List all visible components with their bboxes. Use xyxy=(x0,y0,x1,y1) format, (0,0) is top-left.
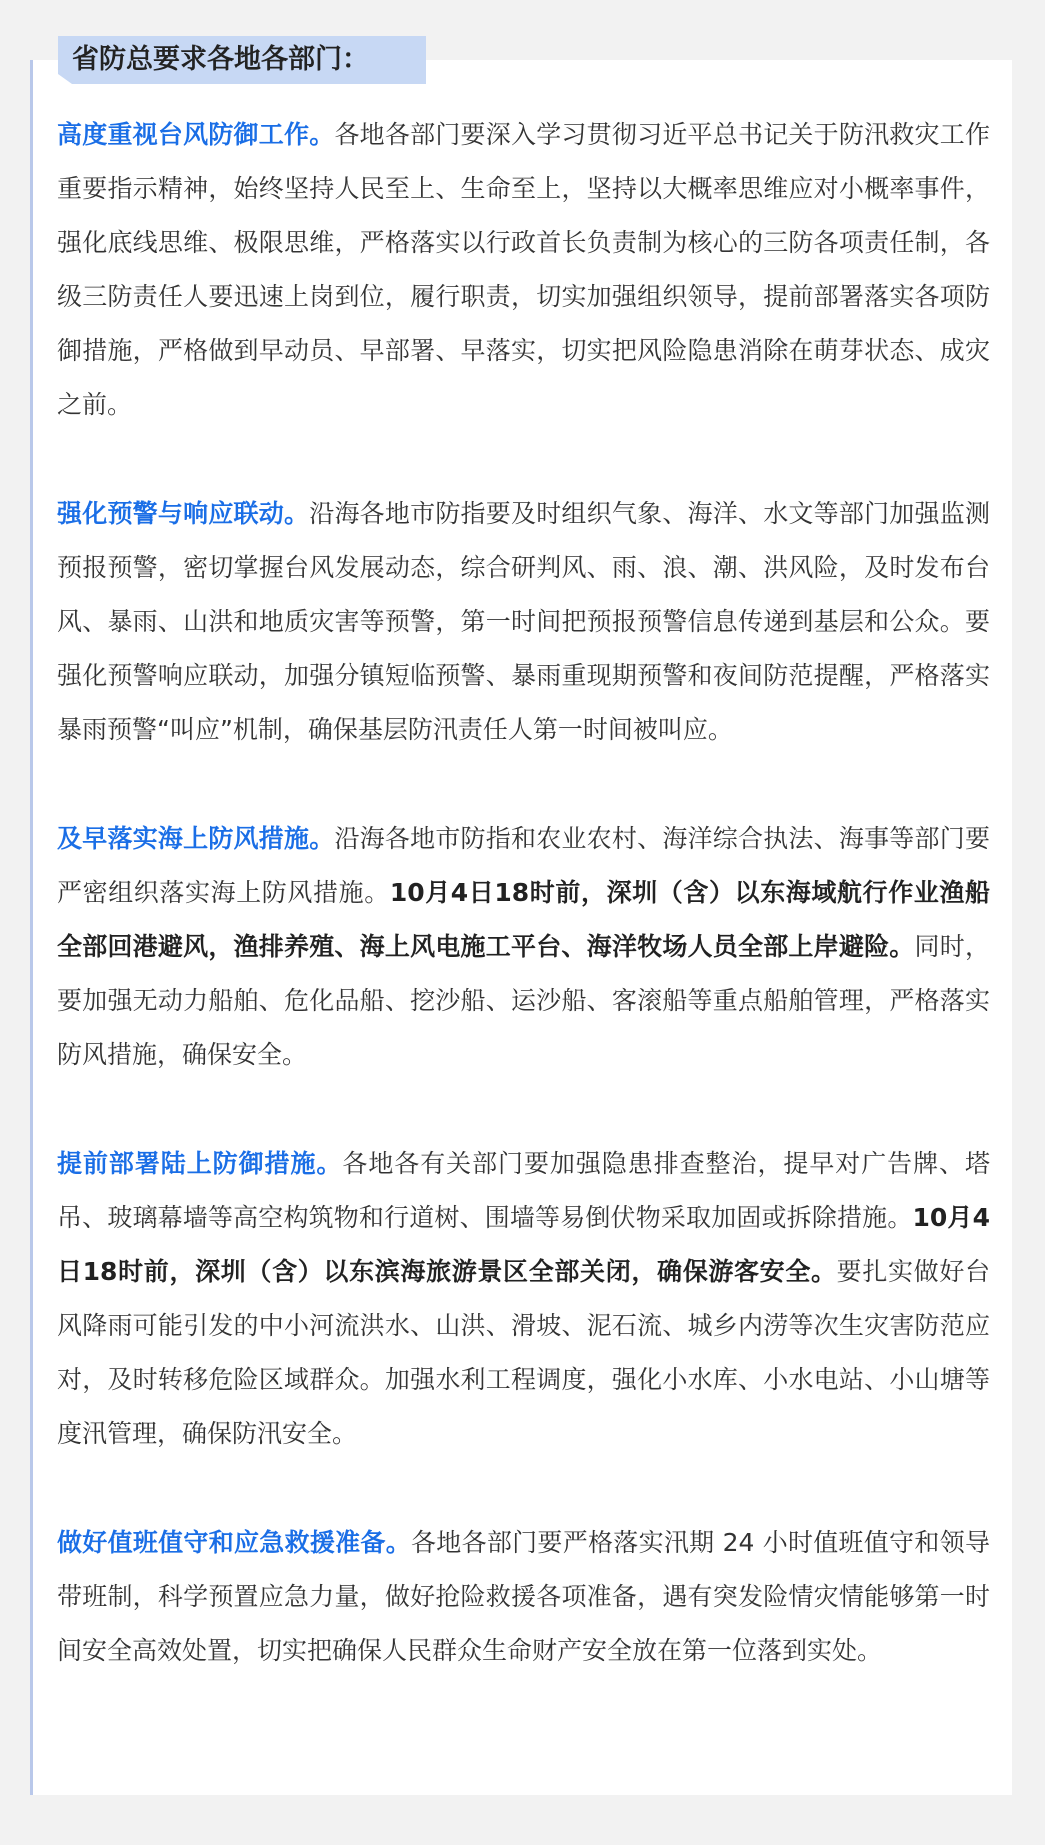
paragraph-text: 各地各部门要严格落实汛期 24 小时值班值守和领导带班制，科学预置应急力量，做好抢险救援各项准备，遇有突发险情灾情能够第一时间安全高效处置，切实把确保人民群众生命财产安全放在第一位落到实处。 xyxy=(57,1528,990,1665)
paragraph-typhoon-defense xyxy=(57,108,990,432)
paragraph-emphasis: 10月4日18时前，深圳（含）以东滨海旅游景区全部关闭，确保游客安全。 xyxy=(57,1203,990,1286)
paragraph-emphasis: 10月4日18时前，深圳（含）以东海域航行作业渔船全部回港避风，渔排养殖、海上风电施工平台、海洋牧场人员全部上岸避险。 xyxy=(57,878,990,961)
paragraph-lead: 提前部署陆上防御措施。 xyxy=(57,1149,343,1178)
section-header-title: 省防总要求各地各部门： xyxy=(72,44,369,75)
paragraph-text: 同时，要加强无动力船舶、危化品船、挖沙船、运沙船、客滚船等重点船舶管理，严格落实防风措施，确保安全。 xyxy=(57,932,990,1069)
paragraph-lead: 高度重视台风防御工作。 xyxy=(57,120,335,149)
paragraph-warning-response xyxy=(57,487,990,757)
left-accent-rail xyxy=(30,60,33,1795)
paragraph-text: 各地各部门要深入学习贯彻习近平总书记关于防汛救灾工作重要指示精神，始终坚持人民至上、生命至上，坚持以大概率思维应对小概率事件，强化底线思维、极限思维，严格落实以行政首长负责制为核心的三防各项责任制，各级三防责任人要迅速上岗到位，履行职责，切实加强组织领导，提前部署落实各项防御措施，严格做到早动员、早部署、早落实，切实把风险隐患消除在萌芽状态、成灾之前。 xyxy=(57,120,990,419)
paragraph-lead: 及早落实海上防风措施。 xyxy=(57,824,335,853)
paragraph-text: 沿海各地市防指要及时组织气象、海洋、水文等部门加强监测预报预警，密切掌握台风发展动态，综合研判风、雨、浪、潮、洪风险，及时发布台风、暴雨、山洪和地质灾害等预警，第一时间把预报预警信息传递到基层和公众。要强化预警响应联动，加强分镇短临预警、暴雨重现期预警和夜间防范提醒，严格落实暴雨预警“叫应”机制，确保基层防汛责任人第一时间被叫应。 xyxy=(57,499,990,744)
paragraph-land-measures xyxy=(57,1137,990,1461)
paragraph-duty-rescue xyxy=(57,1516,990,1678)
paragraph-sea-measures xyxy=(57,812,990,1082)
article-body xyxy=(57,108,990,1678)
paragraph-text: 各地各有关部门要加强隐患排查整治，提早对广告牌、塔吊、玻璃幕墙等高空构筑物和行道树、围墙等易倒伏物采取加固或拆除措施。 xyxy=(57,1149,990,1232)
paragraph-text: 要扎实做好台风降雨可能引发的中小河流洪水、山洪、滑坡、泥石流、城乡内涝等次生灾害防范应对，及时转移危险区域群众。加强水利工程调度，强化小水库、小水电站、小山塘等度汛管理，确保防汛安全。 xyxy=(57,1257,990,1448)
paragraph-lead: 强化预警与响应联动。 xyxy=(57,499,310,528)
paragraph-text: 沿海各地市防指和农业农村、海洋综合执法、海事等部门要严密组织落实海上防风措施。 xyxy=(57,824,990,907)
paragraph-lead: 做好值班值守和应急救援准备。 xyxy=(57,1528,411,1557)
